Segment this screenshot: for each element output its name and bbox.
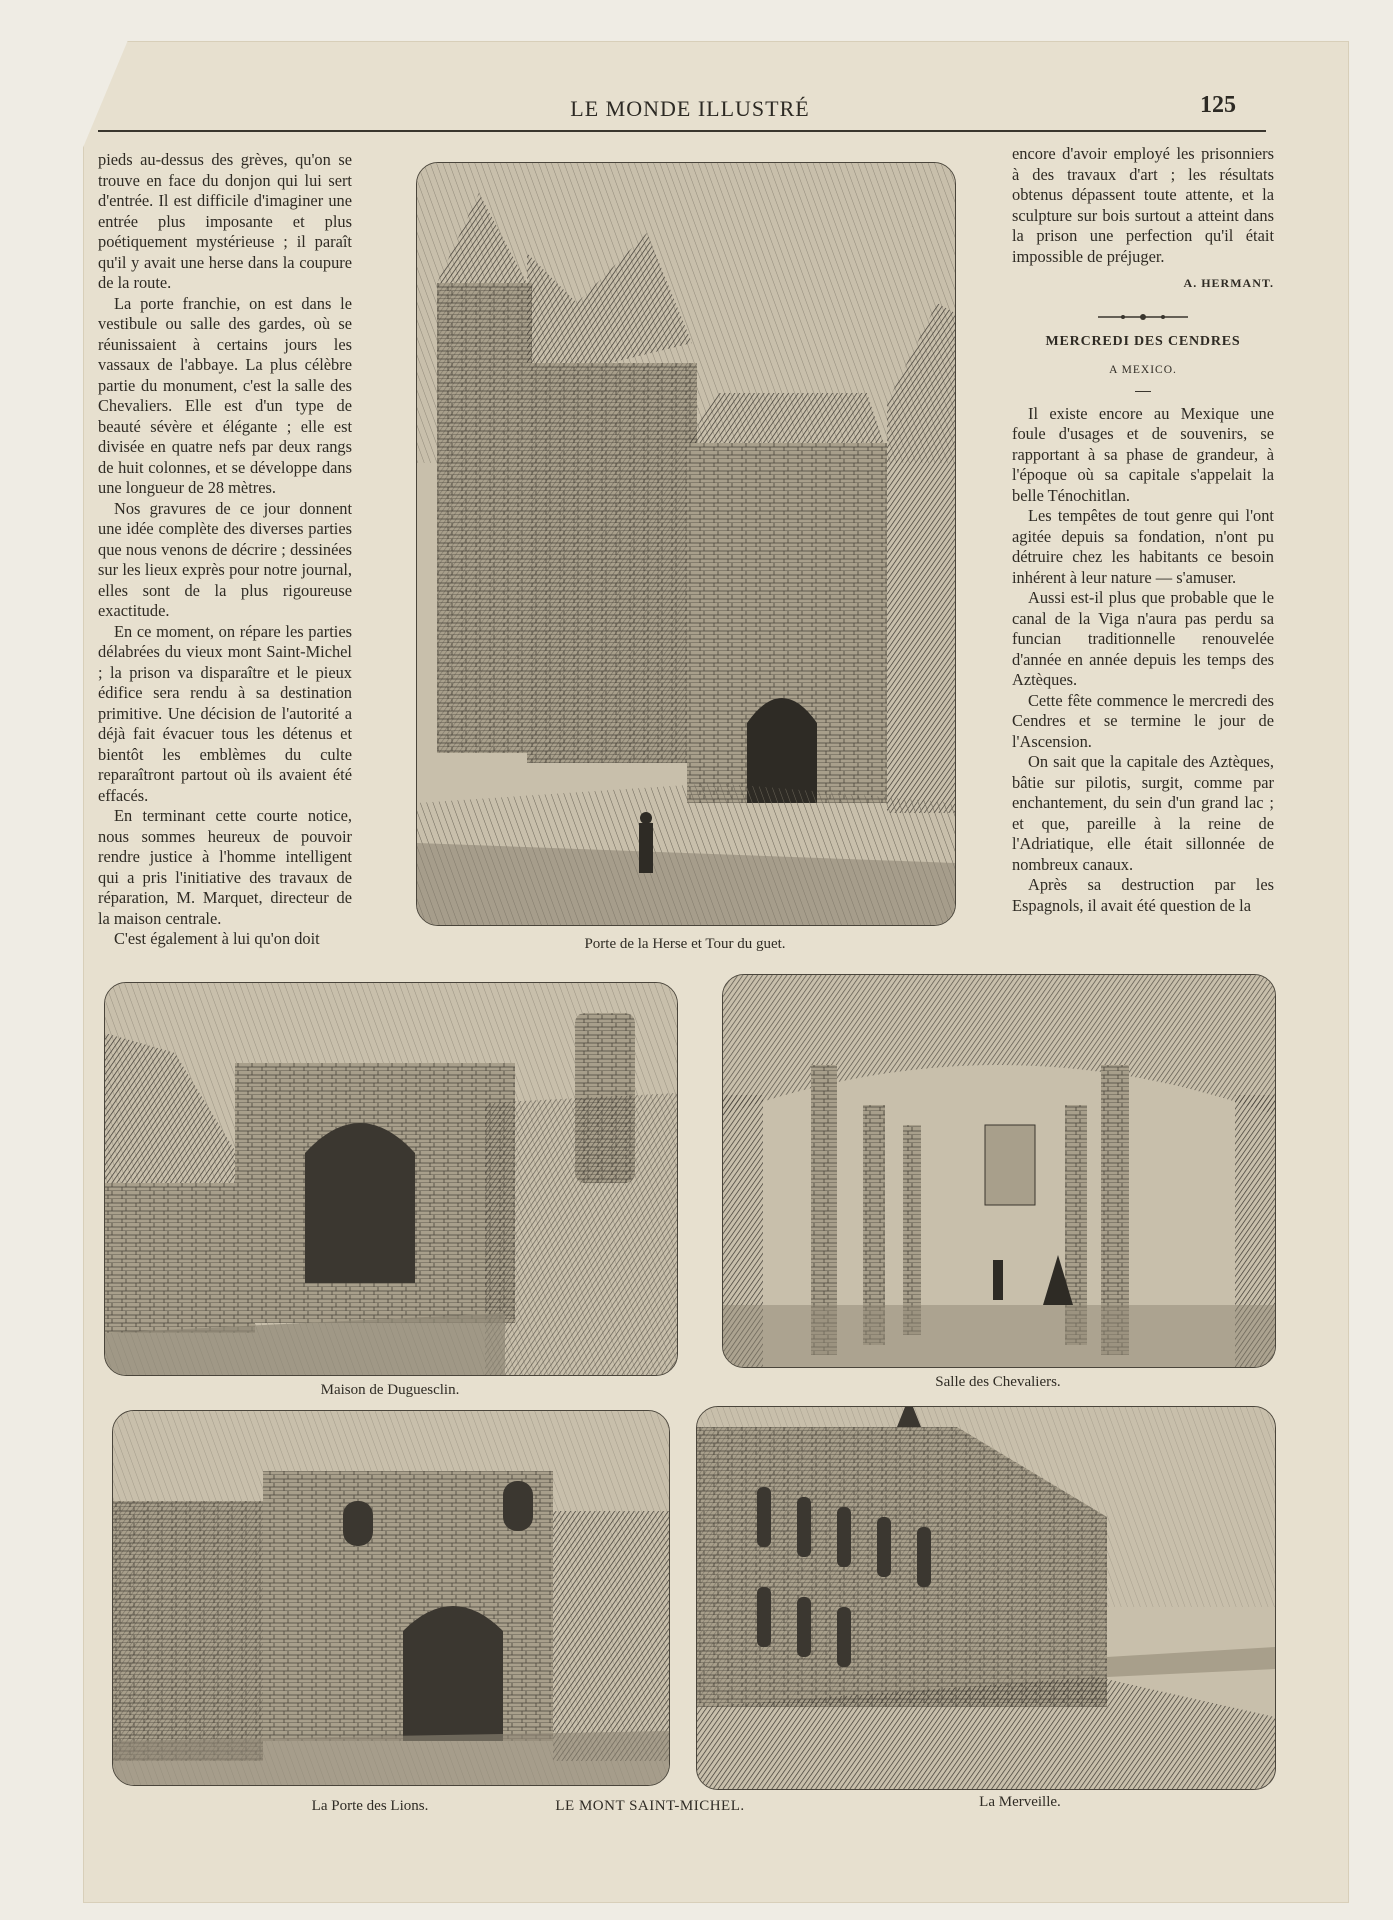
engraving-merveille xyxy=(696,1406,1276,1790)
caption-merveille: La Merveille. xyxy=(979,1794,1061,1810)
engraving-herse xyxy=(416,162,956,926)
engraving-chevaliers xyxy=(722,974,1276,1368)
paragraph: La porte franchie, on est dans le vestibule ou salle des gardes, où se réunissaient à certains jours les vassaux de l'abbaye. La plus célèbre partie du monument, c'est la salle des Chevaliers. Elle est d'un type de beauté sévère et élégante ; elle est divisée en quatre nefs par deux rangs de huit colonnes, et se développe dans une longueur de 28 mètres. xyxy=(98,293,352,497)
caption-duguesclin: Maison de Duguesclin. xyxy=(320,1382,460,1398)
paragraph: Nos gravures de ce jour donnent une idée complète des diverses parties que nous venons de décrire ; dessinées sur les lieux exprès pour notre journal, elles sont de la plus rigoureuse exactitude. xyxy=(98,498,352,620)
paragraph: En ce moment, on répare les parties délabrées du vieux mont Saint-Michel ; la prison va disparaître et le pieux édifice sera rendu à sa destination primitive. Une décision de l'autorité a déjà fait évacuer tous les détenus et bientôt les emblèmes du culte reparaîtront partout où ils avaient été effacés. xyxy=(98,621,352,805)
caption-chevaliers: Salle des Chevaliers. xyxy=(935,1374,1061,1390)
paragraph: Il existe encore au Mexique une foule d'usages et de souvenirs, se rapportant à sa phase de grandeur, à l'époque où sa capitale s'appelait la belle Ténochitlan. xyxy=(1012,403,1274,505)
ornament-divider xyxy=(1098,312,1188,322)
paragraph: C'est également à lui qu'on doit xyxy=(114,929,320,948)
author-signature: A. HERMANT. xyxy=(1183,276,1274,290)
engraving-lions xyxy=(112,1410,670,1786)
caption-lions: La Porte des Lions. xyxy=(311,1798,429,1814)
paragraph: Aussi est-il plus que probable que le canal de la Viga n'aura pas perdu sa funcian traditionnelle renouvelée d'année en année depuis les temps des Aztèques. xyxy=(1012,588,1274,689)
paragraph: pieds au-dessus des grèves, qu'on se trouve en face du donjon qui lui sert d'entrée. Il est difficile d'imaginer une entrée plus imposante et plus poétiquement mystérieuse ; il paraît qu'il y avait une herse dans la coupure de la route. xyxy=(98,150,352,292)
section-title: MERCREDI DES CENDRES xyxy=(1045,333,1241,349)
header-rule xyxy=(98,130,1266,132)
caption-herse: Porte de la Herse et Tour du guet. xyxy=(584,936,786,952)
engraving-duguesclin xyxy=(104,982,678,1376)
paragraph: On sait que la capitale des Aztèques, bâtie sur pilotis, surgit, comme par enchantement, du sein d'un grand lac ; et que, pareille à la reine de l'Adriatique, elle était sillonnée de nombreux canaux. xyxy=(1012,752,1274,874)
left-column xyxy=(98,150,352,950)
paragraph: encore d'avoir employé les prisonniers à des travaux d'art ; les résultats obtenus dépassent toute attente, et la sculpture sur bois surtout a atteint dans la prison une perfection qu'il était impossible de préjuger. xyxy=(1012,144,1274,266)
section-subtitle: A MEXICO. xyxy=(1109,364,1177,376)
paragraph: Cette fête commence le mercredi des Cendres et se termine le jour de l'Ascension. xyxy=(1012,690,1274,751)
right-column xyxy=(1012,144,1274,916)
paragraph: Les tempêtes de tout genre qui l'ont agitée depuis sa fondation, n'ont pu détruire chez les habitants ce besoin inhérent à leur nature — s'amuser. xyxy=(1012,506,1274,587)
footer-caption: LE MONT SAINT-MICHEL. xyxy=(555,1798,745,1814)
page-number: 125 xyxy=(1200,92,1236,118)
paragraph: Après sa destruction par les Espagnols, il avait été question de la xyxy=(1012,875,1274,915)
newspaper-title: LE MONDE ILLUSTRÉ xyxy=(570,96,810,121)
section-dash xyxy=(1135,391,1151,392)
paragraph: En terminant cette courte notice, nous sommes heureux de pouvoir rendre justice à l'homme intelligent qui a pris l'initiative des travaux de réparation, M. Marquet, directeur de la maison centrale. xyxy=(98,806,352,928)
